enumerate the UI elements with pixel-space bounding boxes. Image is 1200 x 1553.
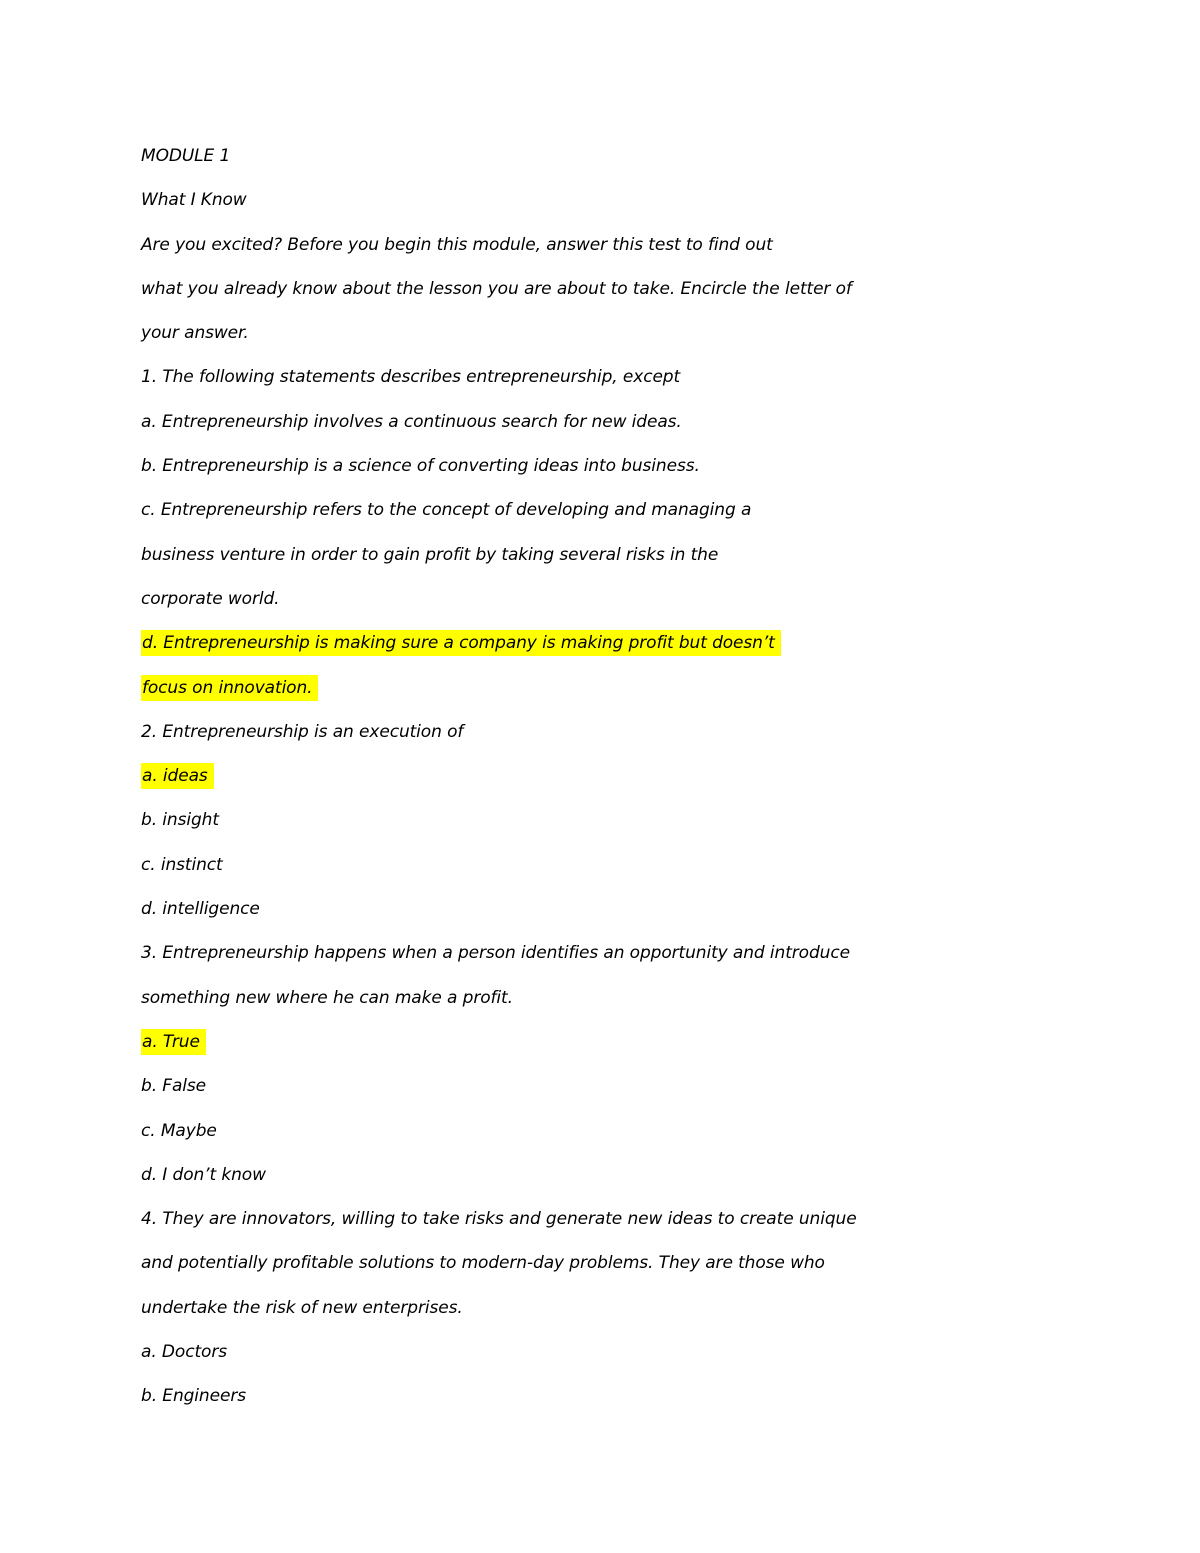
choice-d: d. I don’t know <box>141 1164 266 1185</box>
instruction-line: what you already know about the lesson you are about to take. Encircle the letter of <box>141 278 852 299</box>
choice-a-highlighted-answer: a. True <box>141 1029 206 1055</box>
choice-d: d. intelligence <box>141 899 260 920</box>
question-text: 4. They are innovators, willing to take risks and generate new ideas to create unique <box>141 1209 857 1230</box>
question-text: 3. Entrepreneurship happens when a person identifies an opportunity and introduce <box>141 943 850 964</box>
instructions <box>141 229 901 362</box>
choice-c: c. instinct <box>141 854 223 875</box>
choice-a: a. Doctors <box>141 1342 227 1363</box>
choice-d-highlighted-answer <box>141 627 901 716</box>
question-text: 2. Entrepreneurship is an execution of <box>141 721 464 742</box>
question-1 <box>141 361 901 715</box>
choice-b: b. insight <box>141 810 219 831</box>
choice-c <box>141 494 901 627</box>
question-3 <box>141 937 901 1203</box>
section-title: What I Know <box>141 190 247 211</box>
choice-line: business venture in order to gain profit by taking several risks in the <box>141 544 719 565</box>
question-4 <box>141 1203 901 1424</box>
document-body <box>141 140 901 1425</box>
question-text: undertake the risk of new enterprises. <box>141 1297 463 1318</box>
highlighted-text: focus on innovation. <box>141 675 318 701</box>
choice-line: c. Entrepreneurship refers to the concept of developing and managing a <box>141 500 752 521</box>
choice-c: c. Maybe <box>141 1120 217 1141</box>
instruction-line: your answer. <box>141 323 249 344</box>
choice-line: corporate world. <box>141 588 280 609</box>
choice-b: b. Entrepreneurship is a science of converting ideas into business. <box>141 456 700 477</box>
choice-a: a. Entrepreneurship involves a continuous search for new ideas. <box>141 411 682 432</box>
question-text: something new where he can make a profit. <box>141 987 513 1008</box>
question-text: 1. The following statements describes entrepreneurship, except <box>141 367 681 388</box>
instruction-line: Are you excited? Before you begin this module, answer this test to find out <box>141 234 773 255</box>
choice-b: b. False <box>141 1076 207 1097</box>
highlighted-text: d. Entrepreneurship is making sure a company is making profit but doesn’t <box>141 630 781 656</box>
module-title: MODULE 1 <box>141 146 231 166</box>
question-text: and potentially profitable solutions to modern-day problems. They are those who <box>141 1253 825 1274</box>
choice-b: b. Engineers <box>141 1386 246 1407</box>
question-2 <box>141 716 901 937</box>
choice-a-highlighted-answer: a. ideas <box>141 763 214 789</box>
